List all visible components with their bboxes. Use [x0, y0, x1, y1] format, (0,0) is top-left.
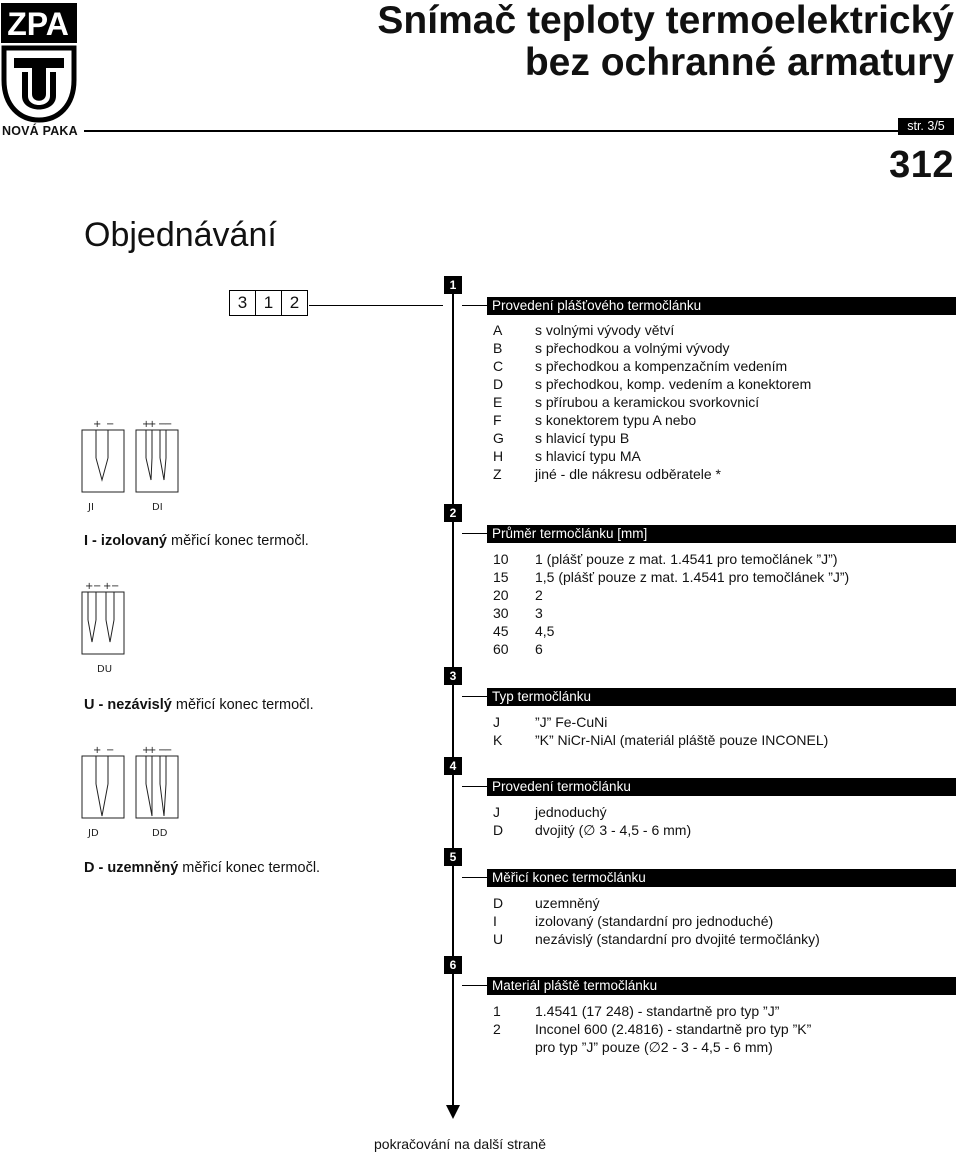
option-code: U	[493, 931, 504, 947]
option-code: 20	[493, 587, 509, 603]
option-row	[493, 604, 543, 622]
option-desc: dvojitý (∅ 3 - 4,5 - 6 mm)	[535, 822, 692, 838]
option-code: D	[493, 895, 504, 911]
option-code: D	[493, 376, 504, 392]
option-code: F	[493, 412, 502, 428]
section-header-2: Průměr termočlánku [mm]	[487, 525, 956, 543]
grounded-caption	[84, 860, 320, 876]
caption-bold: I - izolovaný	[84, 533, 167, 549]
option-row	[493, 357, 787, 375]
option-code	[493, 1038, 535, 1056]
option-row	[493, 375, 811, 393]
section-number-5: 5	[444, 848, 462, 866]
option-desc: nezávislý (standardní pro dvojité termočlánky)	[535, 931, 820, 947]
option-row	[493, 411, 696, 429]
caption-text: měřicí konec termočl.	[167, 533, 309, 549]
polarity-label: +	[148, 419, 157, 430]
option-code: J	[493, 804, 500, 820]
section-header-5: Měřicí konec termočlánku	[487, 869, 956, 887]
option-desc: 1 (plášť pouze z mat. 1.4541 pro temočlánek ”J”)	[535, 551, 838, 567]
option-code: 30	[493, 605, 509, 621]
section-connector	[462, 533, 487, 534]
option-code: J	[493, 714, 500, 730]
option-code: 60	[493, 641, 509, 657]
section-header-1: Provedení plášťového termočlánku	[487, 297, 956, 315]
option-row	[493, 894, 600, 912]
zpa-logo-graphic	[0, 2, 80, 126]
section-header-3: Typ termočlánku	[487, 688, 956, 706]
polarity-label: −	[93, 581, 102, 592]
section-number-4: 4	[444, 757, 462, 775]
polarity-label: +	[103, 581, 112, 592]
option-row	[493, 912, 773, 930]
option-desc: 1.4541 (17 248) - standartně pro typ ”J”	[535, 1003, 780, 1019]
option-row	[493, 568, 849, 586]
diagram-grounded-jd-dd	[80, 744, 190, 826]
option-row	[493, 550, 838, 568]
option-row	[493, 930, 820, 948]
option-desc: ”K” NiCr-NiAl (materiál pláště pouze INCONEL)	[535, 732, 829, 748]
diagram-label-du: DU	[97, 664, 113, 675]
option-desc: s přechodkou, komp. vedením a konektorem	[535, 376, 812, 392]
option-row	[493, 586, 543, 604]
diagram-label-di: DI	[152, 502, 163, 513]
independent-caption	[84, 697, 314, 713]
section-number-3: 3	[444, 667, 462, 685]
code-digit: 3	[237, 293, 248, 312]
polarity-label: −	[158, 745, 167, 756]
option-row	[493, 803, 607, 821]
title-line-2: bez ochranné armatury	[524, 41, 954, 84]
polarity-label: +	[93, 419, 102, 430]
option-code: G	[493, 430, 504, 446]
option-desc: s volnými vývody větví	[535, 322, 675, 338]
polarity-label: −	[106, 745, 115, 756]
isolated-caption	[84, 533, 309, 549]
option-desc: s hlavicí typu MA	[535, 448, 641, 464]
polarity-label: −	[164, 745, 173, 756]
diagram-label-dd: DD	[152, 828, 168, 839]
code-digit: 1	[255, 291, 281, 315]
document-number: 312	[889, 144, 954, 186]
section-connector	[462, 305, 487, 306]
polarity-label: −	[106, 419, 115, 430]
section-header-4: Provedení termočlánku	[487, 778, 956, 796]
option-desc: 6	[535, 641, 543, 657]
option-row	[493, 1038, 773, 1056]
option-code: D	[493, 822, 504, 838]
arrow-down-icon	[446, 1105, 460, 1119]
polarity-label: −	[164, 419, 173, 430]
option-code: A	[493, 322, 503, 338]
section-title: Objednávání	[84, 216, 277, 254]
option-desc: pro typ ”J” pouze (∅2 - 3 - 4,5 - 6 mm)	[535, 1039, 773, 1055]
polarity-label: +	[142, 745, 151, 756]
section-connector	[462, 985, 487, 986]
option-row	[493, 465, 721, 483]
caption-text: měřicí konec termočl.	[178, 860, 321, 876]
option-desc: jiné - dle nákresu odběratele *	[535, 466, 722, 482]
option-code: E	[493, 394, 503, 410]
option-desc: 1,5 (plášť pouze z mat. 1.4541 pro temočlánek ”J”)	[535, 569, 850, 585]
section-number-6: 6	[444, 956, 462, 974]
header-rule	[84, 130, 954, 132]
diagram-independent-du	[80, 580, 140, 662]
polarity-label: +	[142, 419, 151, 430]
section-connector	[462, 877, 487, 878]
diagram-isolated-ji-di	[80, 418, 190, 500]
section-connector	[462, 696, 487, 697]
option-code: 45	[493, 623, 509, 639]
option-desc: s konektorem typu A nebo	[535, 412, 697, 428]
code-digit: 2	[281, 291, 307, 315]
polarity-label: +	[93, 745, 102, 756]
page-title	[377, 0, 954, 84]
option-row	[493, 1002, 779, 1020]
option-row	[493, 447, 641, 465]
option-row	[493, 393, 759, 411]
option-row	[493, 622, 554, 640]
caption-bold: D - uzemněný	[84, 860, 179, 876]
option-desc: s přechodkou a kompenzačním vedením	[535, 358, 788, 374]
option-desc: 3	[535, 605, 543, 621]
option-desc: uzemněný	[535, 895, 600, 911]
option-desc: Inconel 600 (2.4816) - standartně pro typ ”K”	[535, 1021, 812, 1037]
option-code: Z	[493, 466, 502, 482]
option-desc: 2	[535, 587, 543, 603]
option-desc: ”J” Fe-CuNi	[535, 714, 608, 730]
option-row	[493, 713, 607, 731]
diagram-label-ji: JI	[88, 502, 94, 513]
option-row	[493, 339, 730, 357]
code-boxes	[229, 290, 308, 316]
option-code: H	[493, 448, 504, 464]
logo-text: ZPA	[7, 6, 69, 42]
polarity-label: +	[148, 745, 157, 756]
option-code: 15	[493, 569, 509, 585]
option-code: B	[493, 340, 503, 356]
logo-subtitle: NOVÁ PAKA	[2, 124, 78, 138]
caption-bold: U - nezávislý	[84, 697, 172, 713]
option-code: K	[493, 732, 503, 748]
option-row	[493, 821, 691, 839]
caption-text: měřicí konec termočl.	[171, 697, 314, 713]
option-desc: s přírubou a keramickou svorkovnicí	[535, 394, 760, 410]
section-connector	[462, 786, 487, 787]
option-code: 10	[493, 551, 509, 567]
option-desc: jednoduchý	[535, 804, 607, 820]
option-row	[493, 429, 629, 447]
option-row	[493, 1020, 811, 1038]
option-code: 1	[493, 1003, 501, 1019]
option-code: C	[493, 358, 504, 374]
section-number-1: 1	[444, 276, 462, 294]
code-connector-line	[309, 305, 443, 306]
option-desc: izolovaný (standardní pro jednoduché)	[535, 913, 774, 929]
continued-note: pokračování na další straně	[374, 1136, 546, 1152]
polarity-label: +	[85, 581, 94, 592]
polarity-label: −	[111, 581, 120, 592]
page-number: str. 3/5	[898, 118, 954, 135]
option-desc: 4,5	[535, 623, 555, 639]
selection-guide-line	[452, 290, 454, 1110]
title-line-1: Snímač teploty termoelektrický	[377, 0, 954, 42]
option-code: I	[493, 913, 497, 929]
option-code: 2	[493, 1021, 501, 1037]
diagram-label-jd: JD	[88, 828, 99, 839]
option-row	[493, 321, 674, 339]
option-desc: s přechodkou a volnými vývody	[535, 340, 730, 356]
section-number-2: 2	[444, 504, 462, 522]
section-header-6: Materiál pláště termočlánku	[487, 977, 956, 995]
option-row	[493, 640, 543, 658]
option-row	[493, 731, 828, 749]
option-desc: s hlavicí typu B	[535, 430, 630, 446]
polarity-label: −	[158, 419, 167, 430]
